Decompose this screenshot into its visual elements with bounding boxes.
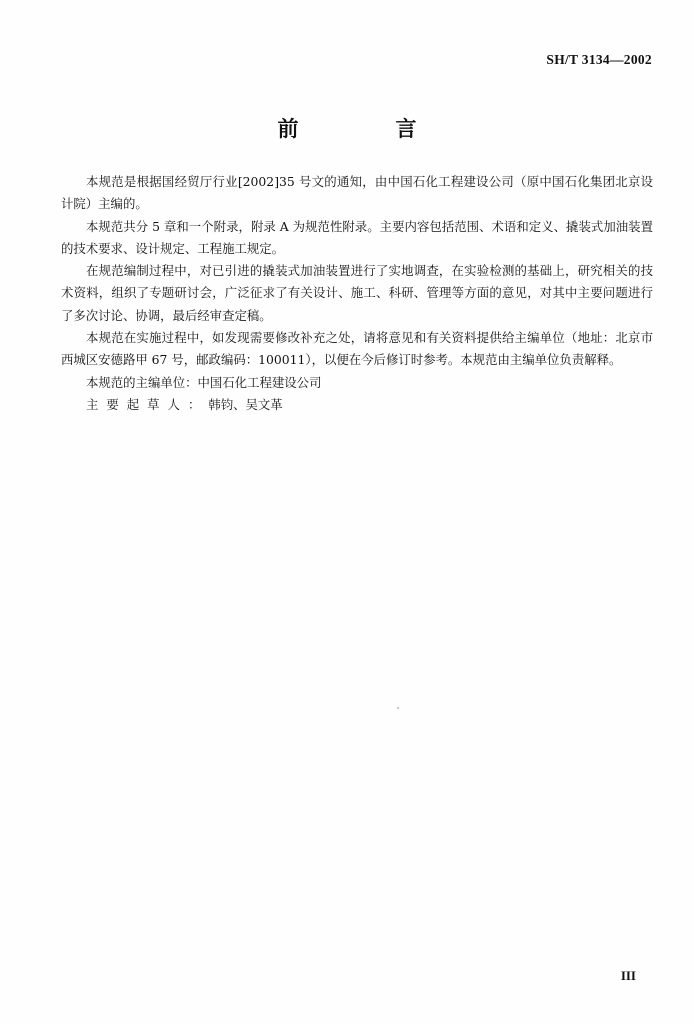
paragraph-feedback: 本规范在实施过程中，如发现需要修改补充之处，请将意见和有关资料提供给主编单位（地址：北京市西城区安德路甲 67 号，邮政编码：100011），以便在今后修订时参考。本规范由主编单位负责解释。 (61, 330, 653, 368)
paragraph-process: 在规范编制过程中，对已引进的撬装式加油装置进行了实地调查，在实验检测的基础上，研究相关的技术资料，组织了专题研讨会，广泛征求了有关设计、施工、科研、管理等方面的意见，对其中主要问题进行了多次讨论、协调，最后经审查定稿。 (61, 263, 653, 323)
editor-unit-label: 本规范的主编单位： (86, 374, 198, 390)
paragraph-structure: 本规范共分 5 章和一个附录，附录 A 为规范性附录。主要内容包括范围、术语和定义、撬装式加油装置的技术要求、设计规定、工程施工规定。 (61, 218, 653, 256)
foreword-body (61, 171, 653, 416)
editor-unit-line (61, 372, 653, 394)
drafters-line (61, 394, 653, 416)
standard-code: SH/T 3134—2002 (546, 52, 652, 67)
page-title: 前 言 (277, 117, 455, 141)
page-number: III (620, 968, 636, 983)
drafters-label: 主要起草人： (86, 396, 209, 412)
drafters-value: 韩钧、吴文革 (208, 396, 283, 412)
editor-unit-value: 中国石化工程建设公司 (197, 374, 322, 390)
scan-speck (397, 707, 399, 709)
paragraph-basis: 本规范是根据国经贸厅行业[2002]35 号文的通知，由中国石化工程建设公司（原中国石化集团北京设计院）主编的。 (61, 174, 653, 212)
